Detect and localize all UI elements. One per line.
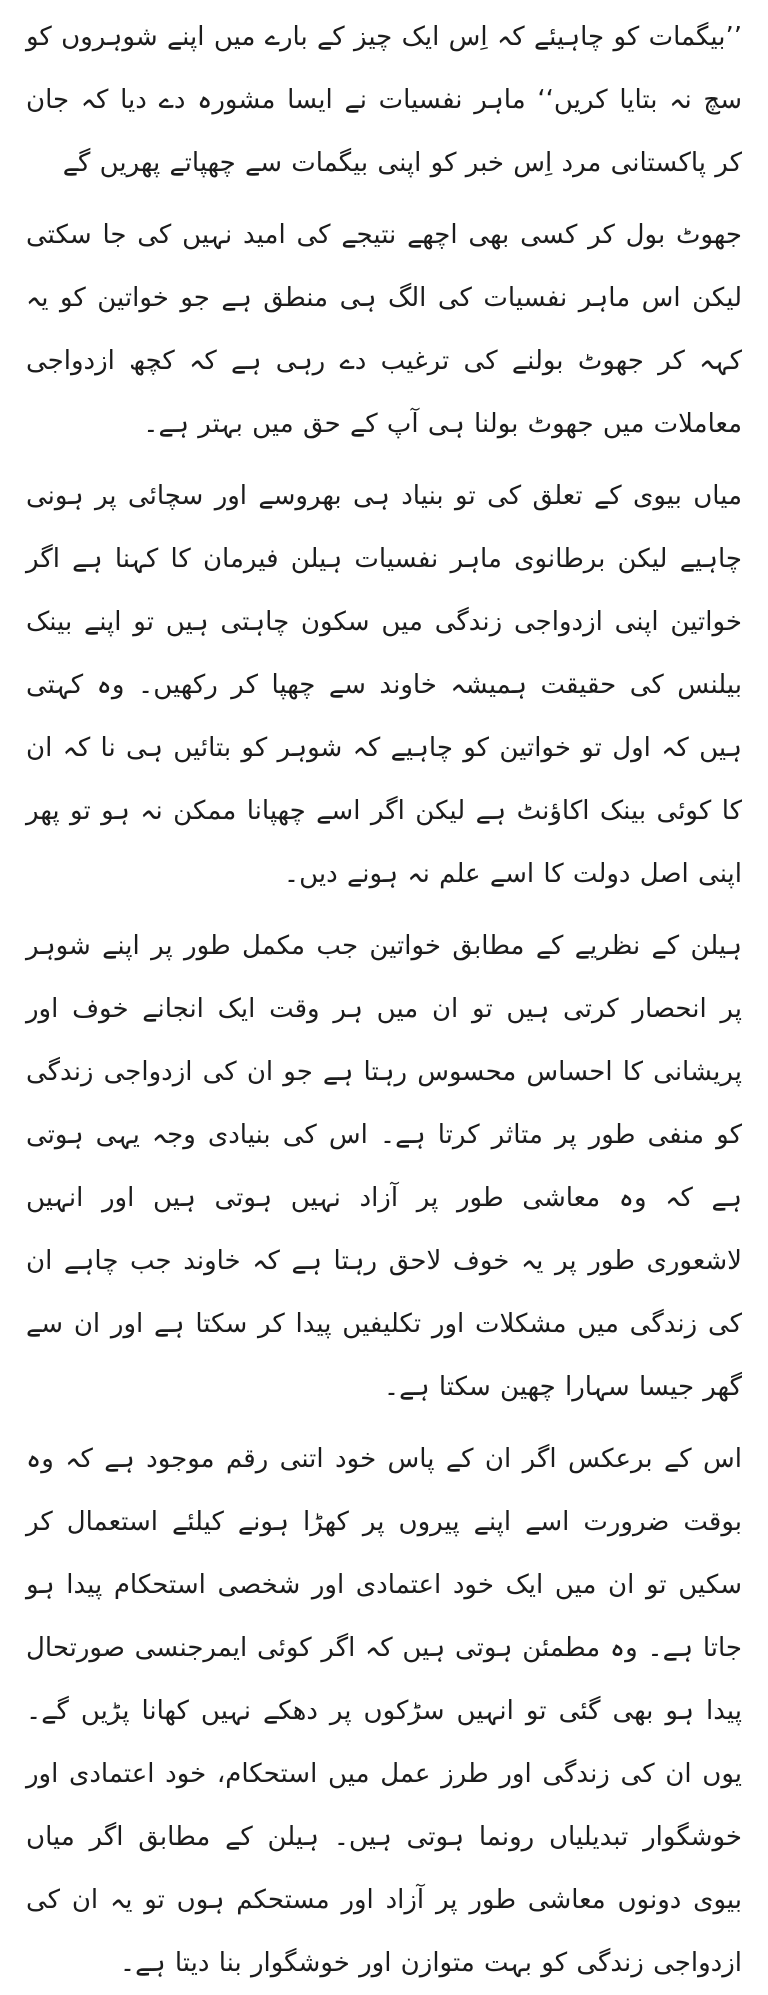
paragraph-helen-advice: میاں بیوی کے تعلق کی تو بنیاد ہی بھروسے اور سچائی پر ہونی چاہیے لیکن برطانوی ماہر نفسیات ہیلن فیرمان کا کہنا ہے اگر خواتین اپنی ازدواجی زندگی میں سکون چاہتی ہیں تو اپنے بینک بیلنس کی حقیقت ہمیشہ خاوند سے چھپا کر رکھیں۔ وہ کہتی ہیں کہ اول تو خواتین کو چاہیے کہ شوہر کو بتائیں ہی نا کہ ان کا کوئی بینک اکاؤنٹ ہے لیکن اگر اسے چھپانا ممکن نہ ہو تو پھر اپنی اصل دولت کا اسے علم نہ ہونے دیں۔: [26, 481, 742, 889]
paragraph-quote-lede: ’’بیگمات کو چاہیئے کہ اِس ایک چیز کے بارے میں اپنے شوہروں کو سچ نہ بتایا کریں‘‘ ماہر نفسیات نے ایسا مشورہ دے دیا کہ جان کر پاکستانی مرد اِس خبر کو اپنی بیگمات سے چھپاتے پھریں گے: [26, 22, 742, 178]
paragraph-financial-independence: اس کے برعکس اگر ان کے پاس خود اتنی رقم موجود ہے کہ وہ بوقت ضرورت اسے اپنے پیروں پر کھڑا ہونے کیلئے استعمال کر سکیں تو ان میں ایک خود اعتمادی اور شخصی استحکام پیدا ہو جاتا ہے۔ وہ مطمئن ہوتی ہیں کہ اگر کوئی ایمرجنسی صورتحال پیدا ہو بھی گئی تو انہیں سڑکوں پر دھکے نہیں کھانا پڑیں گے۔ یوں ان کی زندگی اور طرز عمل میں استحکام، خود اعتمادی اور خوشگوار تبدیلیاں رونما ہوتی ہیں۔ ہیلن کے مطابق اگر میاں بیوی دونوں معاشی طور پر آزاد اور مستحکم ہوں تو یہ ان کی ازدواجی زندگی کو بہت متوازن اور خوشگوار بنا دیتا ہے۔: [26, 1444, 742, 1978]
paragraph-dependency-fear: ہیلن کے نظریے کے مطابق خواتین جب مکمل طور پر اپنے شوہر پر انحصار کرتی ہیں تو ان میں ہر وقت ایک انجانے خوف اور پریشانی کا احساس محسوس رہتا ہے جو ان کی ازدواجی زندگی کو منفی طور پر متاثر کرتا ہے۔ اس کی بنیادی وجہ یہی ہوتی ہے کہ وہ معاشی طور پر آزاد نہیں ہوتی ہیں اور انہیں لاشعوری طور پر یہ خوف لاحق رہتا ہے کہ خاوند جب چاہے ان کی زندگی میں مشکلات اور تکلیفیں پیدا کر سکتا ہے اور ان سے گھر جیسا سہارا چھین سکتا ہے۔: [26, 931, 742, 1402]
paragraph-lie-logic: جھوٹ بول کر کسی بھی اچھے نتیجے کی امید نہیں کی جا سکتی لیکن اس ماہر نفسیات کی الگ ہی منطق ہے جو خواتین کو یہ کہہ کر جھوٹ بولنے کی ترغیب دے رہی ہے کہ کچھ ازدواجی معاملات میں جھوٹ بولنا ہی آپ کے حق میں بہتر ہے۔: [26, 220, 742, 439]
